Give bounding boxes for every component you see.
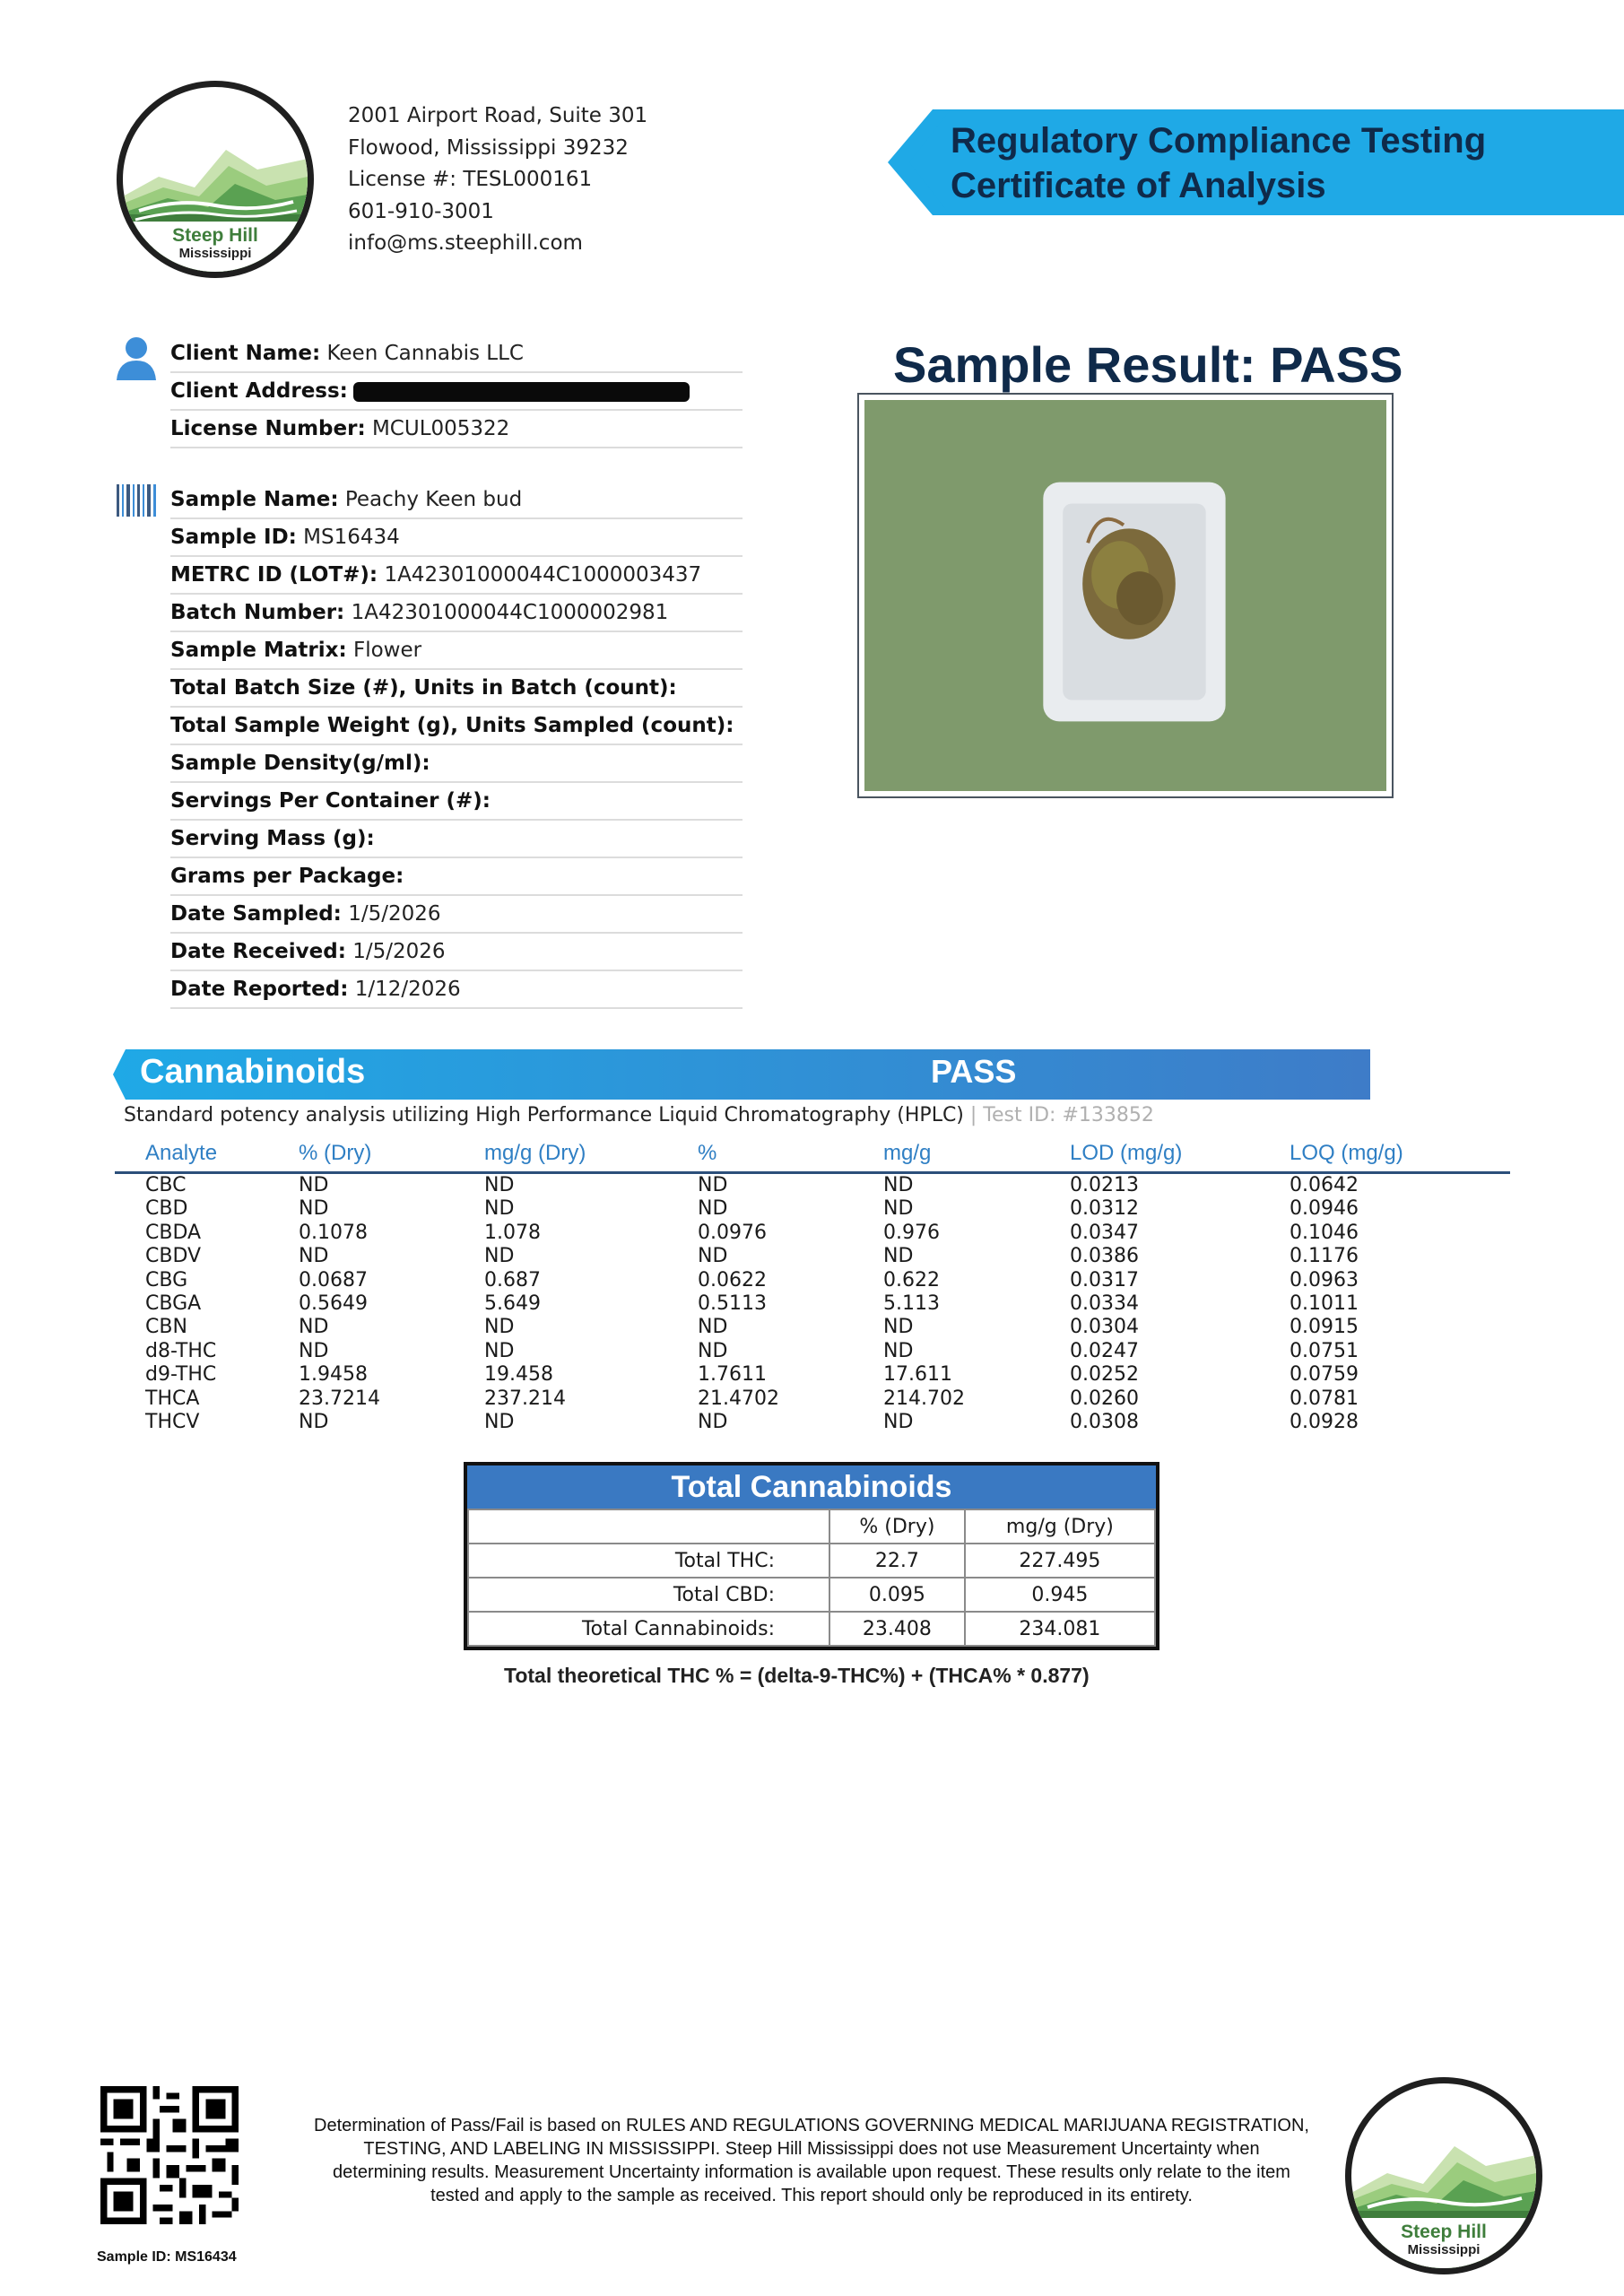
value-cell: ND: [883, 1174, 914, 1196]
analyte-cell: CBDV: [145, 1245, 202, 1268]
value-cell: 19.458: [484, 1363, 553, 1387]
client-person-icon: [115, 335, 158, 382]
value-cell: 0.1176: [1290, 1245, 1359, 1268]
value-cell: 0.0312: [1070, 1197, 1139, 1221]
svg-text:Mississippi: Mississippi: [1407, 2242, 1481, 2257]
sample-row: Date Sampled: 1/5/2026: [170, 896, 743, 934]
sample-row: Date Received: 1/5/2026: [170, 934, 743, 971]
analyte-cell: CBG: [145, 1268, 188, 1292]
value-cell: ND: [883, 1245, 914, 1268]
value-cell: ND: [299, 1339, 329, 1362]
barcode-icon: [117, 484, 158, 517]
address-line-2: Flowood, Mississippi 39232: [348, 135, 629, 160]
value-cell: ND: [698, 1316, 728, 1339]
lab-phone: 601-910-3001: [348, 199, 494, 223]
sample-row: Grams per Package:: [170, 858, 743, 896]
analyte-cell: d9-THC: [145, 1363, 217, 1387]
client-address-row: Client Address:: [170, 373, 743, 411]
cannabinoid-rows: [115, 1173, 1510, 1435]
value-cell: 0.0751: [1290, 1339, 1359, 1362]
sample-row: Servings Per Container (#):: [170, 783, 743, 821]
value-cell: 0.0247: [1070, 1339, 1139, 1362]
value-cell: 0.0642: [1290, 1174, 1359, 1196]
sample-row: Total Batch Size (#), Units in Batch (count):: [170, 670, 743, 708]
table-row: [115, 1292, 1510, 1316]
potency-method: Standard potency analysis utilizing High Performance Liquid Chromatography (HPLC) | Test ID: #133852: [124, 1104, 1154, 1126]
table-row: [115, 1173, 1510, 1198]
value-cell: 0.0687: [299, 1268, 368, 1292]
value-cell: ND: [484, 1197, 515, 1221]
sample-row: METRC ID (LOT#): 1A42301000044C1000003437: [170, 557, 743, 595]
banner-line-1: Regulatory Compliance Testing: [951, 121, 1487, 161]
table-header-row: [115, 1139, 1510, 1173]
value-cell: 1.7611: [698, 1363, 767, 1387]
value-cell: ND: [698, 1411, 728, 1434]
sample-row: Sample ID: MS16434: [170, 519, 743, 557]
value-cell: 0.0622: [698, 1268, 767, 1292]
value-cell: ND: [883, 1339, 914, 1362]
value-cell: ND: [484, 1245, 515, 1268]
client-info-list: [170, 335, 743, 448]
analyte-cell: CBN: [145, 1316, 187, 1339]
sample-photo: [857, 393, 1394, 798]
table-row: [115, 1340, 1510, 1363]
sample-row: Batch Number: 1A42301000044C1000002981: [170, 595, 743, 632]
address-line-1: 2001 Airport Road, Suite 301: [348, 104, 648, 127]
value-cell: 0.5649: [299, 1292, 368, 1316]
value-cell: 0.1011: [1290, 1292, 1359, 1316]
value-cell: 0.0317: [1070, 1268, 1139, 1292]
totals-col-header: % (Dry): [829, 1509, 965, 1544]
table-row: [115, 1222, 1510, 1245]
column-header: mg/g (Dry): [484, 1139, 698, 1173]
analyte-cell: d8-THC: [145, 1339, 217, 1362]
value-cell: 21.4702: [698, 1387, 779, 1410]
value-cell: 17.611: [883, 1363, 952, 1387]
totals-title: Total Cannabinoids: [467, 1465, 1156, 1509]
value-cell: 5.113: [883, 1292, 940, 1316]
column-header: % (Dry): [299, 1139, 484, 1173]
table-row: [115, 1363, 1510, 1387]
value-cell: 0.0304: [1070, 1316, 1139, 1339]
value-cell: 0.0213: [1070, 1174, 1139, 1196]
totals-col-header: mg/g (Dry): [965, 1509, 1155, 1544]
analyte-cell: CBD: [145, 1197, 188, 1221]
total-cannabinoids-box: [464, 1462, 1159, 1650]
column-header: mg/g: [883, 1139, 1070, 1173]
table-row: [115, 1197, 1510, 1221]
value-cell: ND: [299, 1316, 329, 1339]
value-cell: 237.214: [484, 1387, 566, 1410]
cannabinoids-status: PASS: [931, 1053, 1017, 1090]
sample-row: Total Sample Weight (g), Units Sampled (count):: [170, 708, 743, 745]
value-cell: 0.0759: [1290, 1363, 1359, 1387]
value-cell: 0.976: [883, 1221, 940, 1244]
value-cell: ND: [299, 1174, 329, 1196]
value-cell: 0.0963: [1290, 1268, 1359, 1292]
cannabinoids-section-header: [113, 1049, 1370, 1100]
client-license-row: License Number: MCUL005322: [170, 411, 743, 448]
disclaimer: Determination of Pass/Fail is based on RULES AND REGULATIONS GOVERNING MEDICAL MARIJUANA REGISTRATION, TESTING, AND LABELING IN MISSISSIPPI. Steep Hill Mississippi does not use Measurement Uncertainty when determining results. Measurement Uncertainty information is available upon request. These results only relate to the item tested and apply to the sample as received. This report should only be reproduced in its entirety.: [314, 2116, 1309, 2205]
table-row: [115, 1269, 1510, 1292]
lab-address-block: [348, 100, 647, 260]
cannabinoids-title: Cannabinoids: [140, 1053, 366, 1091]
value-cell: ND: [484, 1339, 515, 1362]
table-row: [115, 1411, 1510, 1434]
analyte-cell: THCA: [145, 1387, 200, 1410]
value-cell: ND: [484, 1174, 515, 1196]
banner-line-2: Certificate of Analysis: [951, 166, 1326, 205]
value-cell: 0.0946: [1290, 1197, 1359, 1221]
value-cell: 0.0347: [1070, 1221, 1139, 1244]
value-cell: 0.0386: [1070, 1245, 1139, 1268]
cannabinoid-table: [115, 1139, 1510, 1434]
value-cell: 1.9458: [299, 1363, 368, 1387]
value-cell: 0.0976: [698, 1221, 767, 1244]
value-cell: 0.5113: [698, 1292, 767, 1316]
value-cell: 0.0308: [1070, 1411, 1139, 1434]
value-cell: ND: [299, 1245, 329, 1268]
table-row: [115, 1316, 1510, 1339]
lab-license: License #: TESL000161: [348, 168, 593, 191]
svg-text:Steep Hill: Steep Hill: [1401, 2222, 1487, 2242]
qr-code-icon[interactable]: [100, 2086, 239, 2224]
footer-lab-logo: [1345, 2077, 1542, 2274]
value-cell: ND: [883, 1316, 914, 1339]
value-cell: ND: [698, 1174, 728, 1196]
table-row: [115, 1245, 1510, 1268]
sample-info-list: [170, 482, 743, 1009]
value-cell: 0.1078: [299, 1221, 368, 1244]
lab-logo: [117, 81, 314, 278]
value-cell: ND: [299, 1197, 329, 1221]
value-cell: ND: [883, 1197, 914, 1221]
sample-row: Serving Mass (g):: [170, 821, 743, 858]
lab-email[interactable]: info@ms.steephill.com: [348, 231, 583, 255]
value-cell: 0.0915: [1290, 1316, 1359, 1339]
test-id: | Test ID: #133852: [969, 1104, 1154, 1126]
value-cell: ND: [698, 1339, 728, 1362]
value-cell: 0.0781: [1290, 1387, 1359, 1410]
thc-formula: Total theoretical THC % = (delta-9-THC%) + (THCA% * 0.877): [504, 1664, 1090, 1687]
value-cell: ND: [883, 1411, 914, 1434]
analyte-cell: CBGA: [145, 1292, 202, 1316]
analyte-cell: CBC: [145, 1174, 187, 1196]
value-cell: 0.0334: [1070, 1292, 1139, 1316]
totals-row: Total THC: 22.7 227.495: [468, 1544, 1155, 1578]
value-cell: 0.1046: [1290, 1221, 1359, 1244]
value-cell: 5.649: [484, 1292, 541, 1316]
sample-row: Date Reported: 1/12/2026: [170, 971, 743, 1009]
analyte-cell: THCV: [145, 1411, 200, 1434]
value-cell: ND: [698, 1197, 728, 1221]
column-header: Analyte: [115, 1139, 299, 1173]
sample-result-title: Sample Result: PASS: [893, 336, 1403, 393]
analyte-cell: CBDA: [145, 1221, 202, 1244]
value-cell: 0.687: [484, 1268, 541, 1292]
footer-sample-id: Sample ID: MS16434: [97, 2249, 237, 2265]
value-cell: 0.0260: [1070, 1387, 1139, 1410]
column-header: %: [698, 1139, 883, 1173]
totals-row: Total Cannabinoids: 23.408 234.081: [468, 1612, 1155, 1646]
value-cell: 1.078: [484, 1221, 541, 1244]
totals-row: Total CBD: 0.095 0.945: [468, 1578, 1155, 1612]
totals-table: [467, 1509, 1156, 1647]
svg-text:Steep Hill: Steep Hill: [172, 225, 258, 246]
column-header: LOD (mg/g): [1070, 1139, 1290, 1173]
value-cell: ND: [299, 1411, 329, 1434]
redacted-address: [353, 382, 690, 402]
column-header: LOQ (mg/g): [1290, 1139, 1510, 1173]
value-cell: 214.702: [883, 1387, 965, 1410]
value-cell: 0.0928: [1290, 1411, 1359, 1434]
sample-row: Sample Name: Peachy Keen bud: [170, 482, 743, 519]
value-cell: 0.622: [883, 1268, 940, 1292]
value-cell: ND: [698, 1245, 728, 1268]
value-cell: 23.7214: [299, 1387, 380, 1410]
report-title-banner: [888, 109, 1624, 215]
sample-row: Sample Density(g/ml):: [170, 745, 743, 783]
table-row: [115, 1387, 1510, 1411]
value-cell: ND: [484, 1316, 515, 1339]
svg-text:Mississippi: Mississippi: [178, 246, 252, 261]
value-cell: ND: [484, 1411, 515, 1434]
sample-row: Sample Matrix: Flower: [170, 632, 743, 670]
value-cell: 0.0252: [1070, 1363, 1139, 1387]
client-name-row: Client Name: Keen Cannabis LLC: [170, 335, 743, 373]
totals-header-row: [468, 1509, 1155, 1544]
totals-blank-cell: [468, 1509, 829, 1544]
